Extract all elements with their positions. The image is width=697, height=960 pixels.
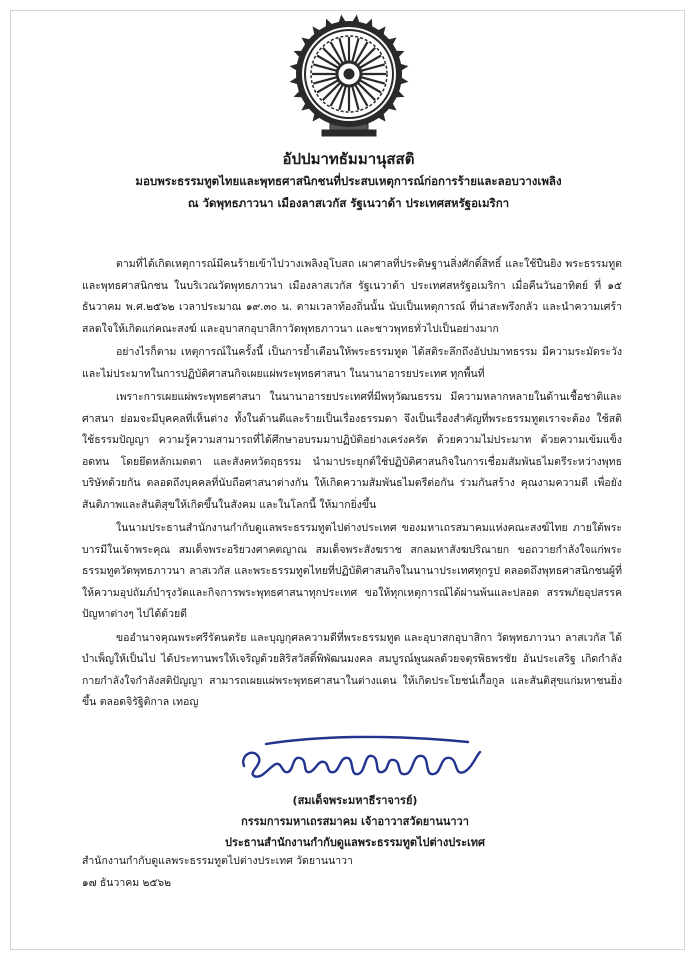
- body-paragraph: เพราะการเผยแผ่พระพุทธศาสนา ในนานาอารยประเทศที่มีพหุวัฒนธรรม มีความหลากหลายในด้านเชื้อชาติและศาสนา ย่อมจะมีบุคคลที่เห็นต่าง ทั้งในด้านดีและร้ายเป็นเรื่องธรรมดา จึงเป็นเรื่องสำคัญที่พระธรรมทูตเราจะต้อง ใช้สติ ใช้ธรรมปัญญา ความรู้ความสามารถที่ได้ศึกษาอบรมมาปฏิบัติอย่างเคร่งครัด ด้วยความไม่ประมาท ด้วยความเข้มแข็ง อดทน โดยยึดหลักเมตตา และสังคหวัตถุธรรม นำมาประยุกต์ใช้ปฏิบัติศาสนกิจในการเชื่อมสัมพันธไมตรีระหว่างพุทธบริษัทด้วยกัน ตลอดถึงบุคคลที่นับถือศาสนาต่างกัน ให้เกิดความสัมพันธไมตรีต่อกัน ร่วมกันสร้าง คุณงามความดี เพื่อยังสันติภาพและสันติสุขให้เกิดขึ้นในสังคม และในโลกนี้ ให้มากยิ่งขึ้น: [82, 391, 622, 511]
- body-paragraph: ตามที่ได้เกิดเหตุการณ์มีคนร้ายเข้าไปวางเพลิงอุโบสถ เผาศาลที่ประดิษฐานสิ่งศักดิ์สิทธิ์ และใช้ปืนยิง พระธรรมทูตและพุทธศาสนิกชน ในบริเวณวัดพุทธภาวนา เมืองลาสเวกัส รัฐเนวาด้า ประเทศสหรัฐอเมริกา เมื่อคืนวันอาทิตย์ ที่ ๑๕ ธันวาคม พ.ศ.๒๕๖๒ เวลาประมาณ ๑๙.๓๐ น. ตามเวลาท้องถิ่นนั้น นับเป็นเหตุการณ์ ที่น่าสะพรึงกลัว และนำความเศร้าสลดใจให้เกิดแก่คณะสงฆ์ และอุบาสกอุบาสิกาวัดพุทธภาวนา และชาวพุทธทั่วไปเป็นอย่างมาก: [82, 258, 622, 335]
- issuing-office: สำนักงานกำกับดูแลพระธรรมทูตไปต่างประเทศ วัดยานนาวา: [82, 855, 353, 867]
- dharma-wheel-icon: [284, 14, 414, 144]
- body-paragraph: ในนามประธานสำนักงานกำกับดูแลพระธรรมทูตไปต่างประเทศ ของมหาเถรสมาคมแห่งคณะสงฆ์ไทย ภายใต้พระบารมีในเจ้าพระคุณ สมเด็จพระอริยวงศาคตญาณ สมเด็จพระสังฆราช สกลมหาสังฆปริณายก ขอถวายกำลังใจแก่พระธรรมทูตวัดพุทธภาวนา ลาสเวกัส และพระธรรมทูตไทยที่ปฏิบัติศาสนกิจในนานาประเทศทุกรูป ตลอดถึงพุทธศาสนิกชนผู้ที่ ให้ความอุปถัมภ์บำรุงวัดและกิจการพระพุทธศาสนาทุกประเทศ ขอให้ทุกเหตุการณ์ได้ผ่านพ้นและปลอด สรรพภัยอุปสรรคปัญหาต่างๆ ไปได้ด้วยดี: [82, 522, 622, 620]
- issue-date: ๑๗ ธันวาคม ๒๕๖๒: [82, 877, 172, 889]
- document-title: อัปปมาทธัมมานุสสติ: [282, 150, 415, 168]
- document-header: [20, 148, 677, 214]
- body-paragraph: อย่างไรก็ตาม เหตุการณ์ในครั้งนี้ เป็นการย้ำเตือนให้พระธรรมทูต ได้สติระลึกถึงอัปปมาทธรรม มีความระมัดระวัง และไม่ประมาทในการปฏิบัติศาสนกิจเผยแผ่พระพุทธศาสนา ในนานาอารยประเทศ ทุกพื้นที่: [82, 346, 622, 380]
- document-footer: [82, 850, 582, 894]
- signer-block: [130, 790, 580, 853]
- body-paragraph: ขออำนาจคุณพระศรีรัตนตรัย และบุญกุศลความดีที่พระธรรมทูต และอุบาสกอุบาสิกา วัดพุทธภาวนา ลาสเวกัส ได้บำเพ็ญให้เป็นไป ได้ประทานพรให้เจริญด้วยสิริสวัสดิ์พิพัฒนมงคล สมบูรณ์พูนผลด้วยจตุรพิธพรชัย อันประเสริฐ เกิดกำลังกายกำลังใจกำลังสติปัญญา สามารถเผยแผ่พระพุทธศาสนาในต่างแดน ให้เกิดประโยชน์เกื้อกูล และสันติสุขแก่มหาชนยิ่งขึ้น ตลอดจิรัฐิติกาล เทอญ: [82, 631, 622, 708]
- signer-position-1: กรรมการมหาเถรสมาคม เจ้าอาวาสวัดยานนาวา: [241, 815, 469, 828]
- document-location: ณ วัดพุทธภาวนา เมืองลาสเวกัส รัฐเนวาด้า ประเทศสหรัฐอเมริกา: [187, 196, 510, 210]
- document-subtitle: มอบพระธรรมทูตไทยและพุทธศาสนิกชนที่ประสบเหตุการณ์ก่อการร้ายและลอบวางเพลิง: [135, 174, 562, 188]
- signer-position-2: ประธานสำนักงานกำกับดูแลพระธรรมทูตไปต่างประเทศ: [224, 836, 486, 849]
- handwritten-signature: [236, 726, 486, 788]
- signer-name: (สมเด็จพระมหาธีราจารย์): [292, 794, 418, 807]
- document-body: [82, 254, 622, 716]
